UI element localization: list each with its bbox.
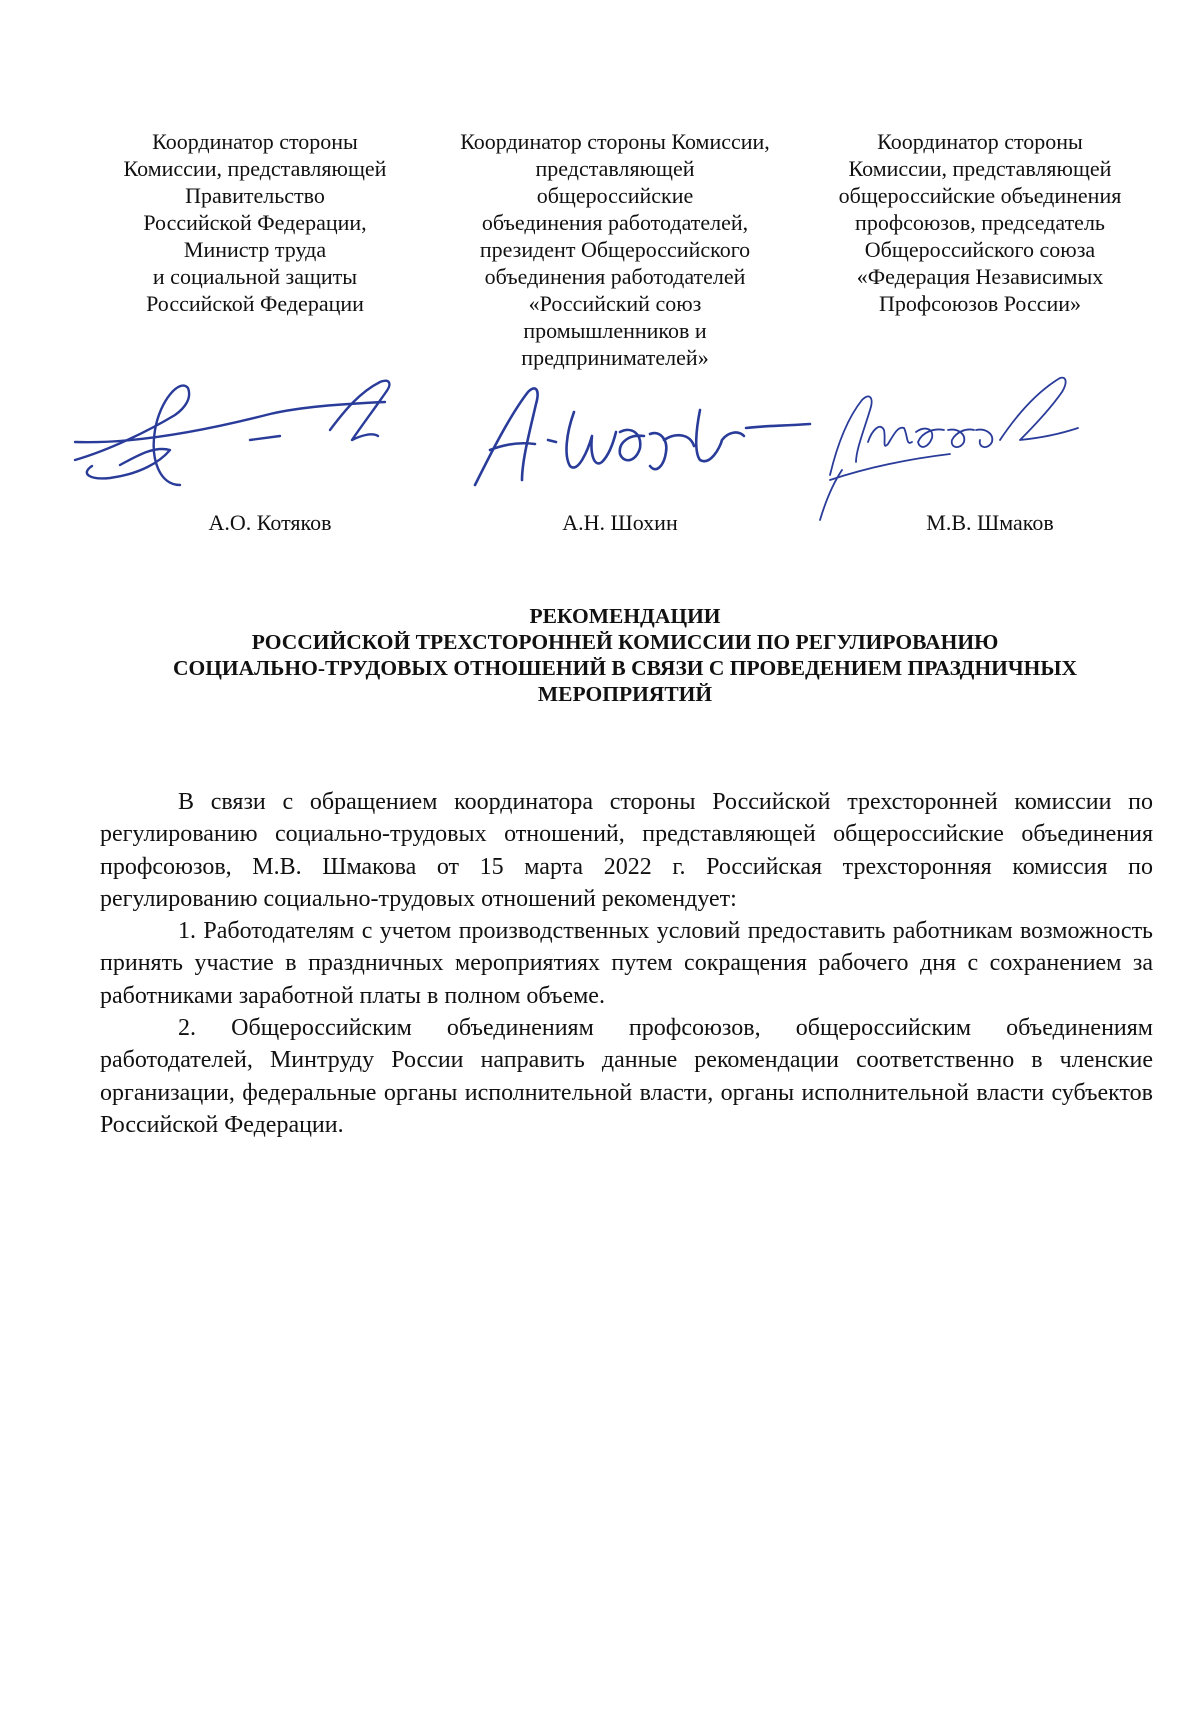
coordinator-line: общероссийские объединения bbox=[838, 183, 1122, 208]
coordinator-line: представляющей bbox=[535, 156, 695, 181]
coordinator-line: «Федерация Независимых bbox=[856, 264, 1104, 289]
signer-name-shokhin: А.Н. Шохин bbox=[562, 510, 678, 535]
document-body bbox=[100, 786, 1153, 1141]
signer-name-kotyakov: А.О. Котяков bbox=[208, 510, 332, 535]
signature-shmakov bbox=[820, 378, 1078, 520]
coordinator-line: Правительство bbox=[185, 183, 325, 208]
paragraph-intro: В связи с обращением координатора стороны Российской трехсторонней комиссии по регулированию социально-трудовых отношений, представляющей общероссийские объединения профсоюзов, М.В. Шмакова от 15 марта 2022 г. Российская трехсторонняя комиссия по регулированию социально-трудовых отношений рекомендует: bbox=[100, 789, 1153, 912]
coordinator-line: объединения работодателей, bbox=[481, 210, 749, 235]
coordinator-line: «Российский союз bbox=[528, 291, 702, 316]
coordinator-line: предпринимателей» bbox=[521, 345, 709, 370]
coordinators-header bbox=[100, 128, 1140, 368]
title-line: РОССИЙСКОЙ ТРЕХСТОРОННЕЙ КОМИССИИ ПО РЕГУЛИРОВАНИЮ bbox=[251, 630, 999, 654]
signature-kotyakov bbox=[75, 381, 389, 485]
coordinator-line: профсоюзов, председатель bbox=[855, 210, 1105, 235]
coordinator-line: Профсоюзов России» bbox=[878, 291, 1082, 316]
title-line: МЕРОПРИЯТИЙ bbox=[537, 682, 713, 706]
coordinator-employers bbox=[440, 128, 790, 371]
coordinator-trade-unions bbox=[820, 128, 1140, 317]
coordinator-line: Общероссийского союза bbox=[864, 237, 1096, 262]
coordinator-line: и социальной защиты bbox=[152, 264, 358, 289]
paragraph-item-2: 2. Общероссийским объединениям профсоюзов, общероссийским объединениям работодателей, Минтруду России направить данные рекомендации соответственно в членские организации, федеральные органы исполнительной власти, органы исполнительной власти субъектов Российской Федерации. bbox=[100, 1015, 1153, 1138]
signature-shokhin bbox=[475, 388, 810, 485]
title-line: СОЦИАЛЬНО-ТРУДОВЫХ ОТНОШЕНИЙ В СВЯЗИ С ПРОВЕДЕНИЕМ ПРАЗДНИЧНЫХ bbox=[172, 656, 1078, 680]
paragraph-item-1: 1. Работодателям с учетом производственных условий предоставить работникам возможность принять участие в праздничных мероприятиях путем сокращения рабочего дня с сохранением за работниками заработной платы в полном объеме. bbox=[100, 918, 1153, 1009]
coordinator-line: президент Общероссийского bbox=[479, 237, 751, 262]
coordinator-line: объединения работодателей bbox=[484, 264, 746, 289]
document-title bbox=[95, 603, 1155, 707]
title-line: РЕКОМЕНДАЦИИ bbox=[529, 604, 721, 628]
coordinator-line: Комиссии, представляющей bbox=[848, 156, 1112, 181]
coordinator-line: общероссийские bbox=[536, 183, 694, 208]
coordinator-line: промышленников и bbox=[523, 318, 707, 343]
coordinator-line: Координатор стороны bbox=[877, 129, 1083, 154]
signer-name-shmakov: М.В. Шмаков bbox=[926, 510, 1054, 535]
coordinator-line: Министр труда bbox=[183, 237, 327, 262]
coordinator-line: Российской Федерации bbox=[146, 291, 364, 316]
coordinator-line: Координатор стороны Комиссии, bbox=[460, 129, 770, 154]
coordinator-line: Комиссии, представляющей bbox=[123, 156, 387, 181]
coordinator-government bbox=[100, 128, 410, 317]
signature-block bbox=[0, 370, 1200, 540]
coordinator-line: Координатор стороны bbox=[152, 129, 358, 154]
coordinator-line: Российской Федерации, bbox=[143, 210, 367, 235]
